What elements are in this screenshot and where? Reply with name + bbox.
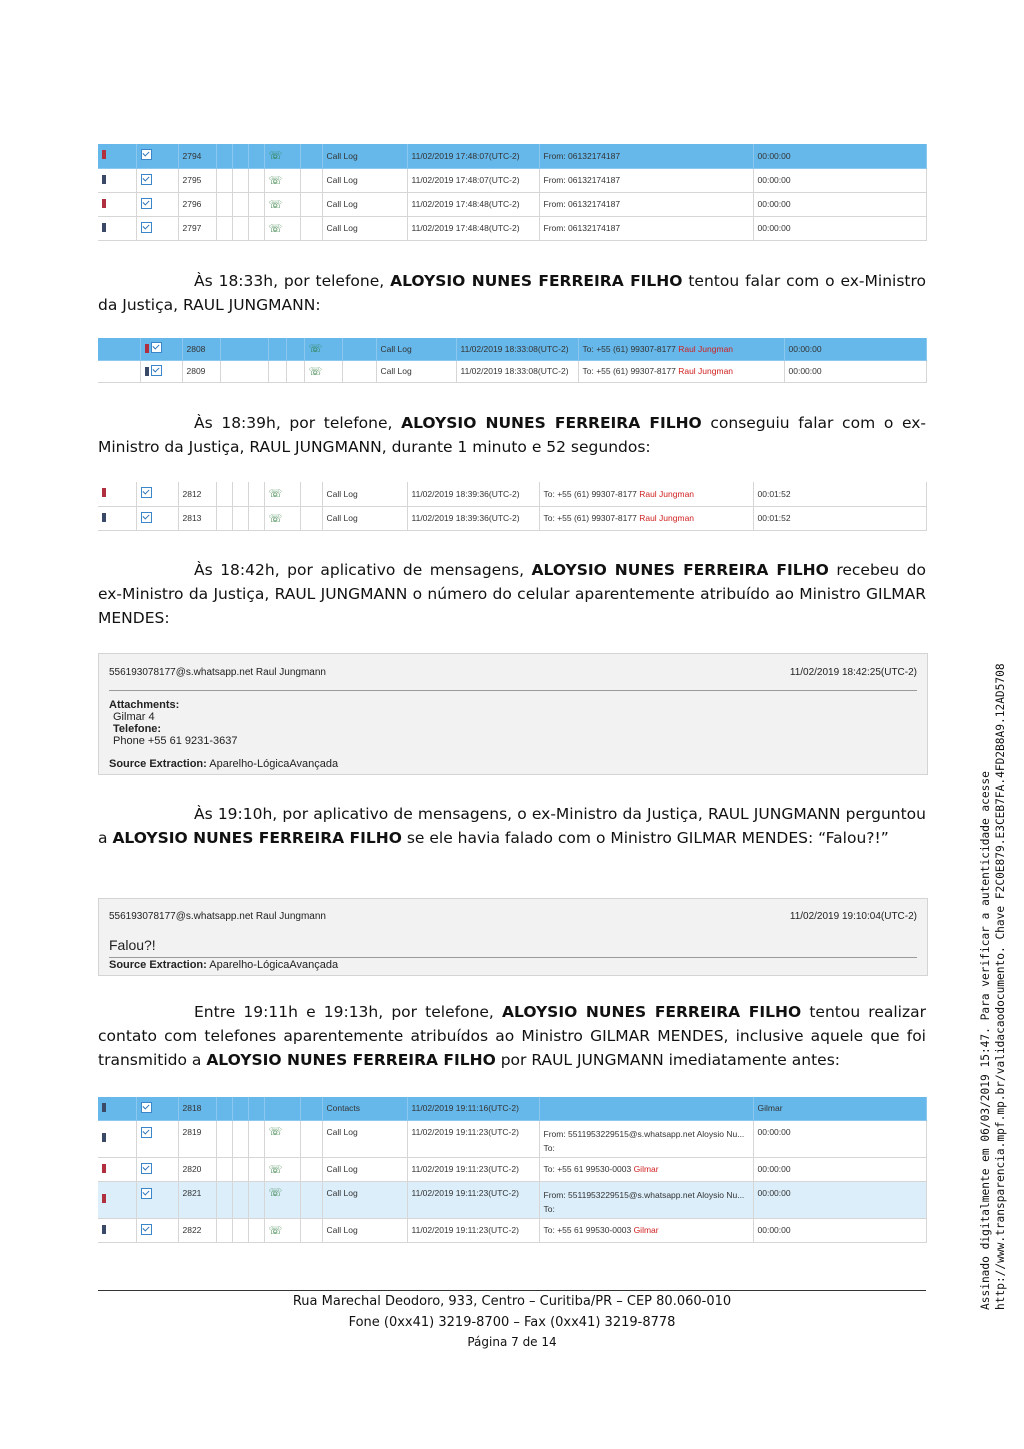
person-name: ALOYSIO NUNES FERREIRA FILHO: [390, 272, 683, 290]
row-id: 2796: [178, 192, 216, 216]
row-datetime: 11/02/2019 18:33:08(UTC-2): [456, 360, 578, 382]
row-duration: 00:00:00: [753, 1120, 926, 1157]
checkbox[interactable]: [151, 342, 162, 353]
row-duration: 00:00:00: [784, 360, 926, 382]
row-datetime: 11/02/2019 19:11:23(UTC-2): [407, 1181, 539, 1218]
row-party: [578, 360, 784, 382]
person-name: ALOYSIO NUNES FERREIRA FILHO: [531, 561, 829, 579]
paragraph-text: Entre 19:11h e 19:13h, por telefone,: [194, 1003, 503, 1021]
row-party: From: 06132174187: [539, 168, 753, 192]
paragraph-4: [98, 802, 926, 850]
paragraph-text: tentou falar com o ex-Ministro da Justiça, RAUL JUNGMANN:: [98, 272, 926, 314]
table-row[interactable]: [98, 360, 926, 382]
row-id: 2809: [182, 360, 220, 382]
row-datetime: 11/02/2019 18:33:08(UTC-2): [456, 338, 578, 360]
table-row[interactable]: [98, 144, 926, 168]
row-datetime: 11/02/2019 19:11:23(UTC-2): [407, 1120, 539, 1157]
flag-marker: [102, 175, 106, 184]
checkbox[interactable]: [141, 222, 152, 233]
footer-phone: Fone (0xx41) 3219-8700 – Fax (0xx41) 3219-8778: [348, 1315, 676, 1330]
row-party: [539, 1120, 753, 1157]
divider: [109, 957, 917, 958]
row-datetime: 11/02/2019 19:11:16(UTC-2): [407, 1097, 539, 1120]
source-label: Source Extraction:: [109, 758, 207, 770]
row-type: Contacts: [322, 1097, 407, 1120]
party-name: Raul Jungman: [639, 513, 695, 523]
outgoing-call-icon: ☏: [268, 1125, 283, 1138]
page-number: Página 7 de 14: [467, 1335, 557, 1349]
row-duration: 00:00:00: [753, 168, 926, 192]
incoming-call-icon: ☏: [268, 222, 283, 235]
row-duration: 00:00:00: [753, 1218, 926, 1242]
row-id: 2808: [182, 338, 220, 360]
flag-marker: [102, 150, 106, 159]
source-value: Aparelho-LógicaAvançada: [209, 959, 339, 971]
message-sender: 556193078177@s.whatsapp.net Raul Jungmann: [109, 667, 326, 678]
checkbox[interactable]: [141, 487, 152, 498]
row-duration: 00:01:52: [753, 506, 926, 530]
incoming-call-icon: ☏: [268, 198, 283, 211]
row-party: [539, 1181, 753, 1218]
row-type: Call Log: [322, 1120, 407, 1157]
paragraph-text: Às 18:42h, por aplicativo de mensagens,: [194, 561, 532, 579]
outgoing-call-icon: ☏: [268, 1163, 283, 1176]
paragraph-1: [98, 269, 926, 317]
paragraph-text: tentou realizar contato com telefones aparentemente atribuídos ao Ministro GILMAR MENDES, inclusive aquele que foi transmitido a: [98, 1003, 926, 1069]
row-datetime: 11/02/2019 18:39:36(UTC-2): [407, 482, 539, 506]
paragraph-text: Às 18:33h, por telefone,: [194, 272, 391, 290]
party-from: From: 5511953229515@s.whatsapp.net Aloysio Nu...: [543, 1128, 745, 1139]
outgoing-call-icon: ☏: [308, 343, 323, 356]
source-extraction: [109, 959, 338, 971]
party-name: Gilmar: [633, 1164, 659, 1174]
party-name: Raul Jungman: [639, 488, 695, 499]
attachment-line: Phone +55 61 9231-3637: [113, 735, 238, 747]
party-number: To: +55 (61) 99307-8177: [582, 343, 676, 354]
paragraph-text: por RAUL JUNGMANN imediatamente antes:: [495, 1051, 840, 1069]
signature-line: Assinado digitalmente em 06/03/2019 15:47. Para verificar a autenticidade acesse: [979, 771, 992, 1310]
row-datetime: 11/02/2019 17:48:07(UTC-2): [407, 144, 539, 168]
row-id: 2820: [178, 1157, 216, 1181]
checkbox[interactable]: [141, 512, 152, 523]
outgoing-call-icon: ☏: [268, 512, 283, 525]
message-body: [109, 699, 237, 747]
table-row[interactable]: [98, 1157, 926, 1181]
row-duration: 00:00:00: [753, 1181, 926, 1218]
source-value: Aparelho-LógicaAvançada: [209, 758, 339, 770]
party-number: To: +55 (61) 99307-8177: [543, 513, 637, 523]
row-id: 2794: [178, 144, 216, 168]
row-duration: 00:00:00: [753, 144, 926, 168]
footer-divider: [98, 1290, 926, 1291]
row-party: [539, 1157, 753, 1181]
row-duration: 00:00:00: [753, 216, 926, 240]
row-type: Call Log: [376, 360, 456, 382]
row-id: 2819: [178, 1120, 216, 1157]
row-datetime: 11/02/2019 19:11:23(UTC-2): [407, 1157, 539, 1181]
attachments-label: Attachments:: [109, 699, 180, 711]
divider: [109, 690, 917, 691]
row-type: Call Log: [322, 1157, 407, 1181]
call-log-table-1: [98, 144, 927, 241]
party-number: To: +55 (61) 99307-8177: [582, 366, 676, 376]
table-row[interactable]: [98, 168, 926, 192]
outgoing-call-icon: ☏: [308, 365, 323, 378]
row-datetime: 11/02/2019 17:48:07(UTC-2): [407, 168, 539, 192]
row-duration: 00:00:00: [753, 1157, 926, 1181]
flag-marker: [102, 1133, 106, 1142]
paragraph-text: Às 18:39h, por telefone,: [194, 414, 402, 432]
party-number: To: +55 (61) 99307-8177: [543, 488, 637, 499]
table-row[interactable]: [98, 216, 926, 240]
party-name: Raul Jungman: [678, 343, 734, 354]
flag-marker: [102, 1194, 106, 1203]
row-duration: 00:01:52: [753, 482, 926, 506]
party-number: To: +55 61 99530-0003: [543, 1164, 632, 1174]
flag-marker: [145, 344, 149, 353]
row-datetime: 11/02/2019 19:11:23(UTC-2): [407, 1218, 539, 1242]
message-box-1: [98, 653, 928, 775]
row-duration: 00:00:00: [753, 192, 926, 216]
row-type: Call Log: [376, 338, 456, 360]
flag-marker: [102, 1164, 106, 1173]
checkbox[interactable]: [141, 198, 152, 209]
person-name: ALOYSIO NUNES FERREIRA FILHO: [401, 414, 702, 432]
paragraph-text: conseguiu falar com o ex-Ministro da Justiça, RAUL JUNGMANN, durante 1 minuto e 52 segundos:: [98, 414, 926, 456]
flag-marker: [145, 367, 149, 376]
message-date: 11/02/2019 18:42:25(UTC-2): [789, 667, 917, 678]
row-id: 2821: [178, 1181, 216, 1218]
checkbox[interactable]: [141, 1127, 152, 1138]
row-id: 2822: [178, 1218, 216, 1242]
party-to: To:: [543, 1142, 555, 1153]
row-datetime: 11/02/2019 17:48:48(UTC-2): [407, 216, 539, 240]
signature-link[interactable]: http://www.transparencia.mpf.mp.br/validacaodocumento. Chave F2C0E879.E3CEB7FA.4FD2B8A9.12AD5708: [994, 663, 1007, 1310]
footer-address: Rua Marechal Deodoro, 933, Centro – Curitiba/PR – CEP 80.060-010: [292, 1294, 732, 1309]
row-party: From: 06132174187: [539, 144, 753, 168]
person-name: ALOYSIO NUNES FERREIRA FILHO: [502, 1003, 802, 1021]
row-type: Call Log: [322, 506, 407, 530]
row-type: Call Log: [322, 168, 407, 192]
table-row[interactable]: [98, 338, 926, 360]
flag-marker: [102, 1225, 106, 1234]
row-datetime: 11/02/2019 18:39:36(UTC-2): [407, 506, 539, 530]
outgoing-call-icon: ☏: [268, 1224, 283, 1237]
row-party: [578, 338, 784, 360]
row-party: [539, 506, 753, 530]
row-type: Call Log: [322, 1218, 407, 1242]
party-from: From: 5511953229515@s.whatsapp.net Aloysio Nu...: [543, 1189, 745, 1200]
attachment-line: Gilmar 4: [113, 711, 155, 723]
flag-marker: [102, 488, 106, 497]
table-row[interactable]: [98, 1120, 926, 1157]
source-extraction: [109, 758, 338, 770]
row-id: 2813: [178, 506, 216, 530]
row-type: Call Log: [322, 482, 407, 506]
row-type: Call Log: [322, 192, 407, 216]
checkbox[interactable]: [141, 174, 152, 185]
party-name: Gilmar: [633, 1225, 659, 1235]
message-header: [109, 911, 917, 922]
row-party: [539, 1097, 753, 1120]
row-id: 2812: [178, 482, 216, 506]
incoming-call-icon: ☏: [268, 174, 283, 187]
paragraph-3: [98, 558, 926, 630]
paragraph-text: Às 19:10h, por aplicativo de mensagens, o ex-Ministro da Justiça, RAUL JUNGMANN perguntou a: [98, 805, 926, 847]
row-party: [539, 482, 753, 506]
row-id: 2795: [178, 168, 216, 192]
checkbox[interactable]: [141, 1102, 152, 1113]
party-name: Raul Jungman: [678, 366, 734, 376]
checkbox[interactable]: [151, 365, 162, 376]
table-row[interactable]: [98, 1181, 926, 1218]
message-body: Falou?!: [109, 937, 156, 953]
table-row[interactable]: [98, 506, 926, 530]
checkbox[interactable]: [141, 1224, 152, 1235]
message-box-2: [98, 898, 928, 976]
row-type: Call Log: [322, 144, 407, 168]
call-log-table-3: [98, 482, 927, 531]
row-party: From: 06132174187: [539, 192, 753, 216]
row-party: [539, 1218, 753, 1242]
flag-marker: [102, 223, 106, 232]
paragraph-text: se ele havia falado com o Ministro GILMAR MENDES: “Falou?!”: [401, 829, 889, 847]
call-log-table-4: [98, 1097, 927, 1243]
row-type: Call Log: [322, 216, 407, 240]
message-sender: 556193078177@s.whatsapp.net Raul Jungmann: [109, 911, 326, 922]
paragraph-2: [98, 411, 926, 459]
paragraph-5: [98, 1000, 926, 1072]
flag-marker: [102, 199, 106, 208]
source-label: Source Extraction:: [109, 959, 207, 971]
row-party: From: 06132174187: [539, 216, 753, 240]
flag-marker: [102, 1103, 106, 1112]
checkbox[interactable]: [141, 149, 152, 160]
row-id: 2797: [178, 216, 216, 240]
call-log-table-2: [98, 338, 927, 383]
row-type: Call Log: [322, 1181, 407, 1218]
checkbox[interactable]: [141, 1188, 152, 1199]
attachment-line: Telefone:: [113, 723, 162, 735]
outgoing-call-icon: ☏: [268, 1186, 283, 1199]
row-duration: 00:00:00: [784, 338, 926, 360]
checkbox[interactable]: [141, 1163, 152, 1174]
party-to: To:: [543, 1203, 555, 1214]
person-name: ALOYSIO NUNES FERREIRA FILHO: [112, 829, 402, 847]
table-row[interactable]: [98, 482, 926, 506]
table-row[interactable]: [98, 192, 926, 216]
flag-marker: [102, 513, 106, 522]
digital-signature: [978, 510, 1008, 1310]
row-id: 2818: [178, 1097, 216, 1120]
row-datetime: 11/02/2019 17:48:48(UTC-2): [407, 192, 539, 216]
incoming-call-icon: ☏: [268, 150, 283, 163]
message-header: [109, 667, 917, 678]
table-row[interactable]: [98, 1097, 926, 1120]
paragraph-text: recebeu do ex-Ministro da Justiça, RAUL JUNGMANN o número do celular aparentemente atribuído ao Ministro GILMAR MENDES:: [98, 561, 926, 627]
message-date: 11/02/2019 19:10:04(UTC-2): [789, 911, 917, 922]
person-name: ALOYSIO NUNES FERREIRA FILHO: [206, 1051, 496, 1069]
table-row[interactable]: [98, 1218, 926, 1242]
outgoing-call-icon: ☏: [268, 488, 283, 501]
party-number: To: +55 61 99530-0003: [543, 1225, 632, 1235]
row-duration: Gilmar: [753, 1097, 926, 1120]
